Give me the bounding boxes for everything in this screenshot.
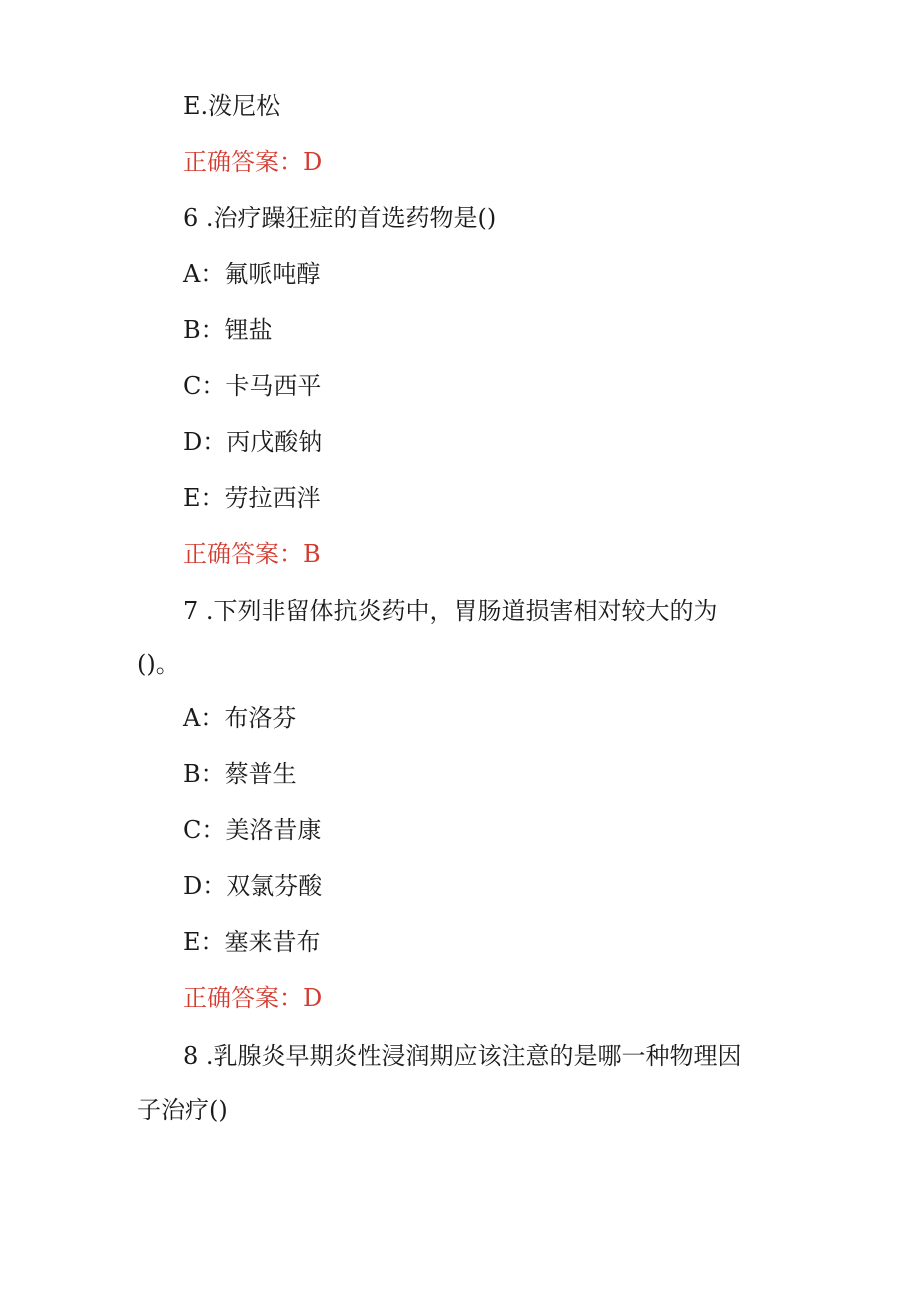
q7-option-e: E：塞来昔布 xyxy=(183,928,321,956)
q6-option-d: D：丙戊酸钠 xyxy=(183,428,323,456)
q5-option-e: E.泼尼松 xyxy=(183,92,281,120)
q7-answer: 正确答案：D xyxy=(183,984,323,1012)
q5-answer: 正确答案：D xyxy=(183,148,323,176)
q6-option-c: C：卡马西平 xyxy=(183,372,322,400)
q6-answer: 正确答案：B xyxy=(183,540,321,568)
q8-question-line1: 8 .乳腺炎早期炎性浸润期应该注意的是哪一种物理因 xyxy=(183,1042,742,1070)
q6-option-a: A：氟哌吨醇 xyxy=(183,260,321,288)
q8-question-line2: 子治疗() xyxy=(137,1096,228,1124)
q7-question-line1: 7 .下列非留体抗炎药中，胃肠道损害相对较大的为 xyxy=(183,597,718,625)
q6-option-e: E：劳拉西泮 xyxy=(183,484,321,512)
q7-option-a: A：布洛芬 xyxy=(183,704,297,732)
q6-question: 6 .治疗躁狂症的首选药物是() xyxy=(183,204,497,232)
q7-question-line2: ()。 xyxy=(137,650,180,678)
q6-option-b: B：锂盐 xyxy=(183,316,273,344)
q7-option-b: B：蔡普生 xyxy=(183,760,297,788)
q7-option-d: D：双氯芬酸 xyxy=(183,872,323,900)
q7-option-c: C：美洛昔康 xyxy=(183,816,322,844)
